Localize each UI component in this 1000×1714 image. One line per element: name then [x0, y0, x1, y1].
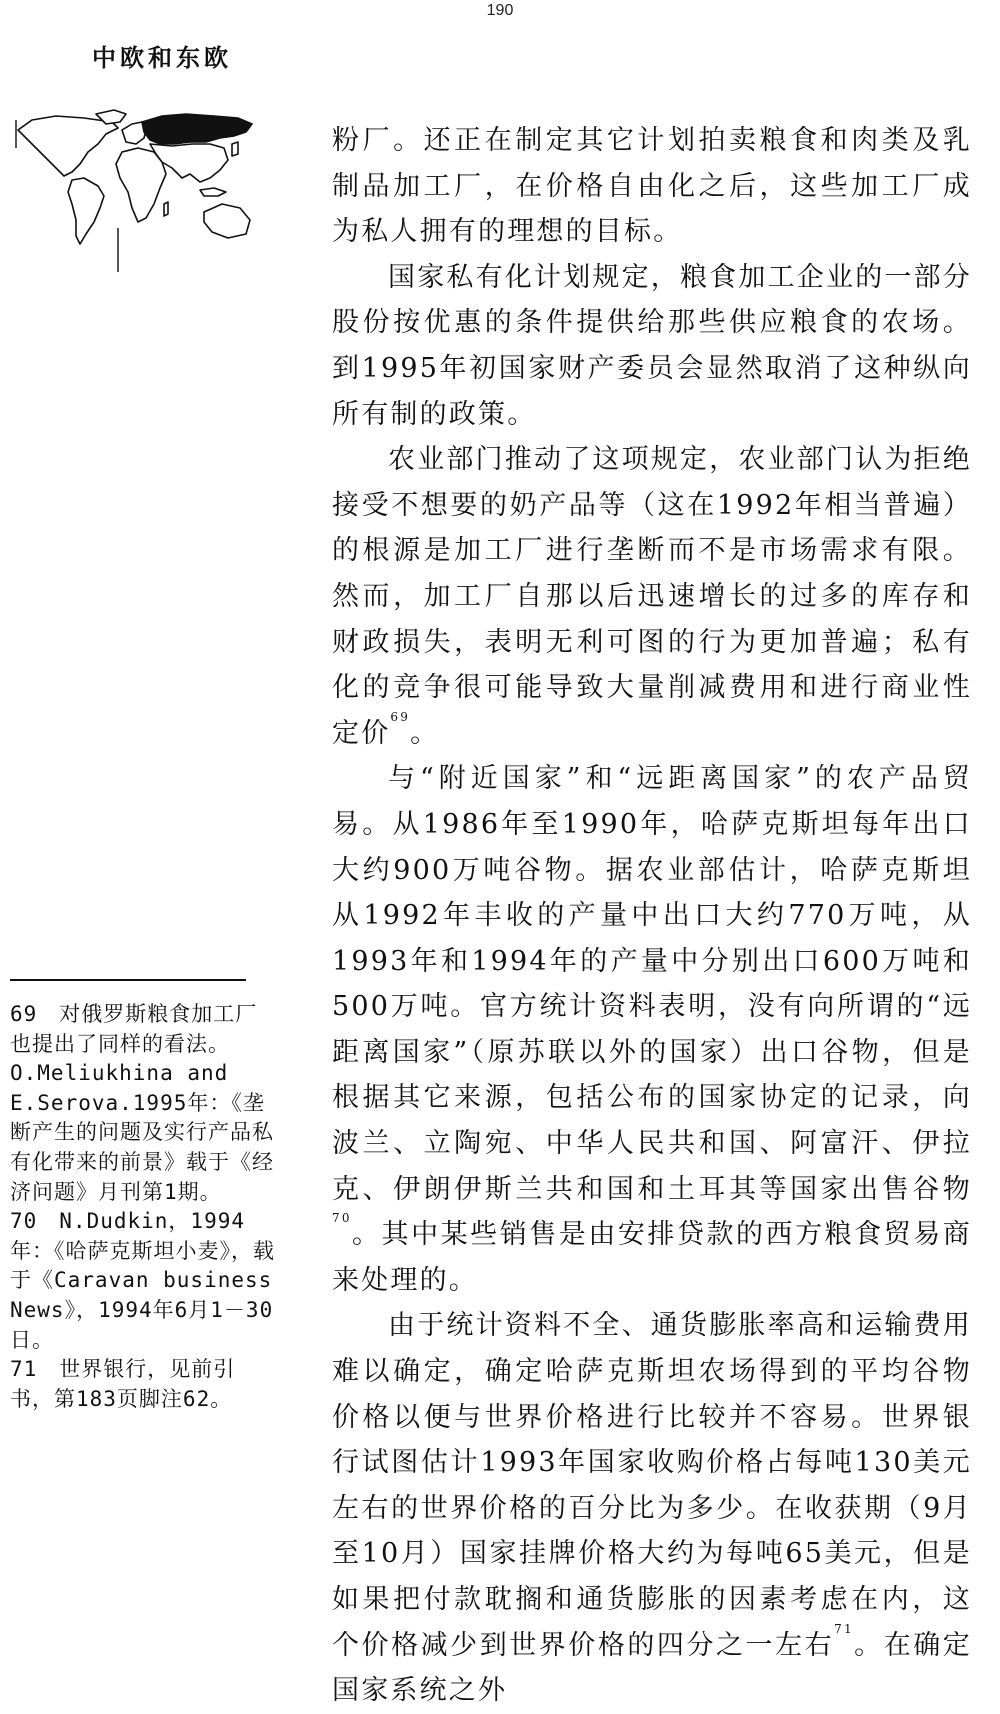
map-africa: [116, 148, 166, 222]
paragraph-2: 国家私有化计划规定，粮食加工企业的一部分股份按优惠的条件提供给那些供应粮食的农场。到1995年初国家财产委员会显然取消了这种纵向所有制的政策。: [332, 261, 972, 430]
main-text-column: [332, 118, 972, 1714]
footnotes: [10, 1000, 278, 1414]
footnote-ref-70[interactable]: 70: [332, 1211, 352, 1226]
map-south-america: [68, 178, 104, 244]
map-north-america: [18, 116, 118, 176]
section-title: 中欧和东欧: [92, 44, 232, 72]
footnote-70: 70 N.Dudkin，1994年：《哈萨克斯坦小麦》，载于《Caravan business News》，1994年6月1－30日。: [10, 1209, 275, 1352]
footnote-71: 71 世界银行，见前引书，第183页脚注62。: [10, 1357, 236, 1411]
paragraph-1: 粉厂。还正在制定其它计划拍卖粮食和肉类及乳制品加工厂，在价格自由化之后，这些加工厂成为私人拥有的理想的目标。: [332, 125, 972, 248]
footnote-ref-71[interactable]: 71: [834, 1621, 854, 1636]
map-australia: [204, 204, 250, 238]
footnote-69: 69 对俄罗斯粮食加工厂也提出了同样的看法。O.Meliukhina and E.Serova.1995年：《垄断产生的问题及实行产品私有化带来的前景》载于《经济问题》月刊第1期。: [10, 1002, 274, 1204]
page-number: 190: [486, 2, 514, 19]
map-japan: [232, 142, 238, 156]
paragraph-4: 与“附近国家”和“远距离国家”的农产品贸易。从1986年至1990年，哈萨克斯坦每年出口大约900万吨谷物。据农业部估计，哈萨克斯坦从1992年丰收的产量中出口大约770万吨，从1993年和1994年的产量中分别出口600万吨和500万吨。官方统计资料表明，没有向所谓的“远距离国家”（原苏联以外的国家）出口谷物，但是根据其它来源，包括公布的国家协定的记录，向波兰、立陶宛、中华人民共和国、阿富汗、伊拉克、伊朗伊斯兰共和国和土耳其等国家出售谷物$^{70}$。其中某些销售是由安排贷款的西方粮食贸易商来处理的。: [332, 763, 972, 1296]
map-highlight-region: [142, 114, 252, 144]
map-madagascar: [164, 202, 168, 216]
footnote-divider: [10, 979, 246, 981]
map-indonesia: [200, 188, 226, 196]
world-map-icon: [14, 108, 262, 274]
paragraph-3: 农业部门推动了这项规定，农业部门认为拒绝接受不想要的奶产品等（这在1992年相当普遍）的根源是加工厂进行垄断而不是市场需求有限。然而，加工厂自那以后迅速增长的过多的库存和财政损失，表明无利可图的行为更加普遍；私有化的竞争很可能导致大量削减费用和进行商业性定价$^{69}$。: [332, 444, 972, 749]
footnote-ref-69[interactable]: 69: [390, 709, 411, 724]
paragraph-5: 由于统计资料不全、通货膨胀率高和运输费用难以确定，确定哈萨克斯坦农场得到的平均谷物价格以便与世界价格进行比较并不容易。世界银行试图估计1993年国家收购价格占每吨130美元左右的世界价格的百分比为多少。在收获期（9月至10月）国家挂牌价格大约为每吨65美元，但是如果把付款耽搁和通货膨胀的因素考虑在内，这个价格减少到世界价格的四分之一左右$^{71}$。在确定国家系统之外: [332, 1310, 972, 1707]
